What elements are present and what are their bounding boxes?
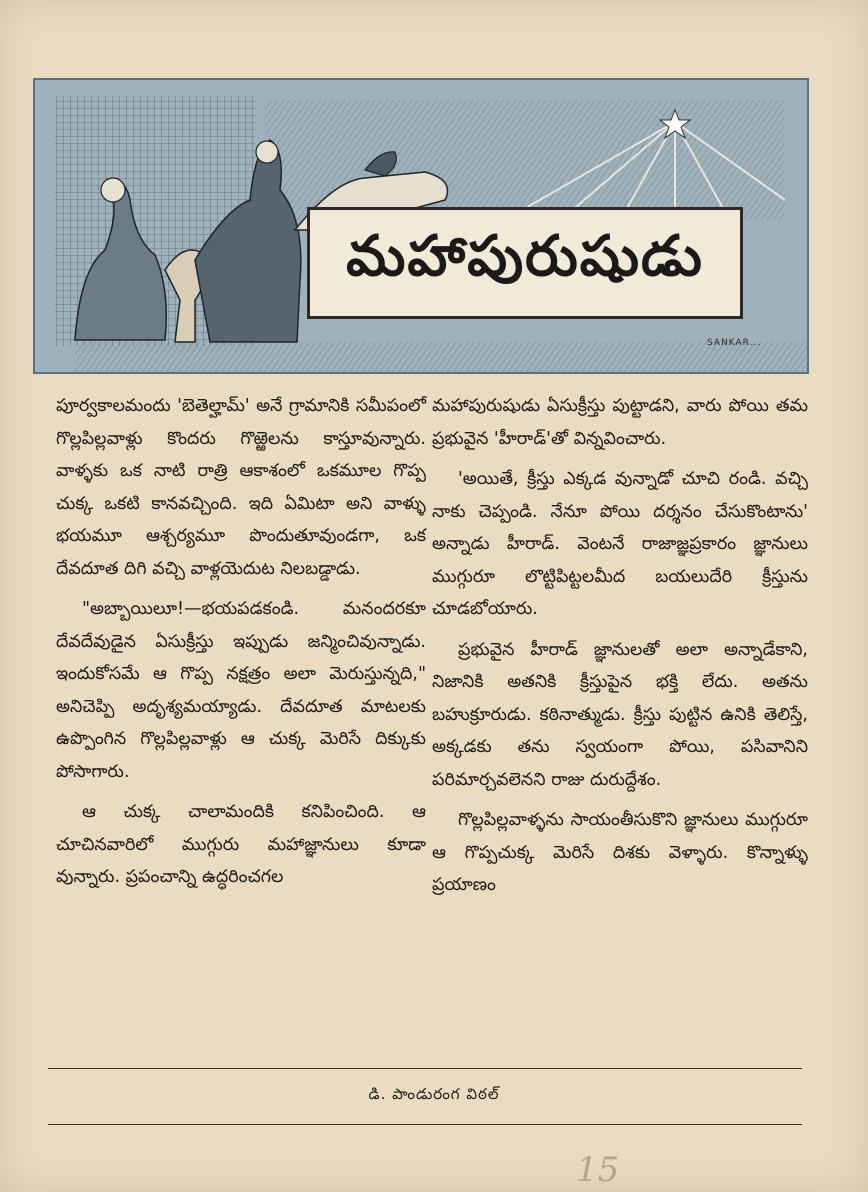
left-text-column <box>56 390 426 902</box>
story-title: మహాపురుషుడు <box>346 223 704 289</box>
paragraph: "అబ్బాయిలూ!—భయపడకండి. మనందరకూ దేవదేవుడైన ఏసుక్రీస్తు ఇప్పుడు జన్మించివున్నాడు. ఇందుకోసమే ఆ గొప్ప నక్షత్రం అలా మెరుస్తున్నది," అనిచెప్పి అదృశ్యమయ్యాడు. దేవదూత మాటలకు ఉప్పొంగిన గొల్లపిల్లవాళ్లు ఆ చుక్క మెరిసే దిక్కుకు పోసాగారు. <box>56 599 426 782</box>
header-illustration <box>33 78 809 374</box>
paragraph: మహాపురుషుడు ఏసుక్రీస్తు పుట్టాడని, వారు పోయి తమ ప్రభువైన 'హీరాడ్'తో విన్నవించారు. <box>432 396 808 449</box>
title-box <box>307 207 743 319</box>
artist-signature: SANKAR... <box>707 338 762 348</box>
paragraph: పూర్వకాలమందు 'బెతెల్హామ్' అనే గ్రామానికి సమీపంలో గొల్లపిల్లవాళ్లు కొందరు గొఱ్ఱెలను కాస్తూవున్నారు. వాళ్ళకు ఒక నాటి రాత్రి ఆకాశంలో ఒకమూల గొప్ప చుక్క ఒకటి కానవచ్చింది. ఇది ఏమిటా అని వాళ్ళు భయమూ ఆశ్చర్యమూ పొందుతూవుండగా, ఒక దేవదూత దిగి వచ్చి వాళ్లయెదుట నిలబడ్డాడు. <box>56 396 426 579</box>
divider <box>48 1068 802 1069</box>
paragraph: ప్రభువైన హీరాడ్ జ్ఞానులతో అలా అన్నాడేకాని, నిజానికి అతనికి క్రీస్తుపైన భక్తి లేదు. అతను బహుక్రూరుడు. కఠినాత్ముడు. క్రీస్తు పుట్టిన ఉనికి తెలిస్తే, అక్కడకు తను స్వయంగా పోయి, పసివానిని పరిమార్చవలెనని రాజు దురుద్దేశం. <box>432 639 808 790</box>
divider <box>48 1124 802 1125</box>
paragraph: గొల్లపిల్లవాళ్ళను సాయంతీసుకొని జ్ఞానులు ముగ్గురూ ఆ గొప్పచుక్క మెరిసే దిశకు వెళ్ళారు. కొన్నాళ్ళు ప్రయాణం <box>432 810 808 895</box>
page-number: 15 <box>576 1150 620 1190</box>
paragraph: 'అయితే, క్రీస్తు ఎక్కడ వున్నాడో చూచి రండి. వచ్చి నాకు చెప్పండి. నేనూ పోయి దర్శనం చేసుకొంటాను' అన్నాడు హీరాడ్. వెంటనే రాజాజ్ఞప్రకారం జ్ఞానులు ముగ్గురూ లొట్టిపిట్టలమీద బయలుదేరి క్రీస్తును చూడబోయారు. <box>432 469 808 619</box>
author-credit: డి. పాండురంగ విఠల్ <box>368 1085 500 1103</box>
paragraph: ఆ చుక్క చాలామందికి కనిపించింది. ఆ చూచినవారిలో ముగ్గురు మహాజ్ఞానులు కూడా వున్నారు. ప్రపంచాన్ని ఉద్ధరించగల <box>56 802 426 887</box>
right-text-column <box>432 390 808 910</box>
